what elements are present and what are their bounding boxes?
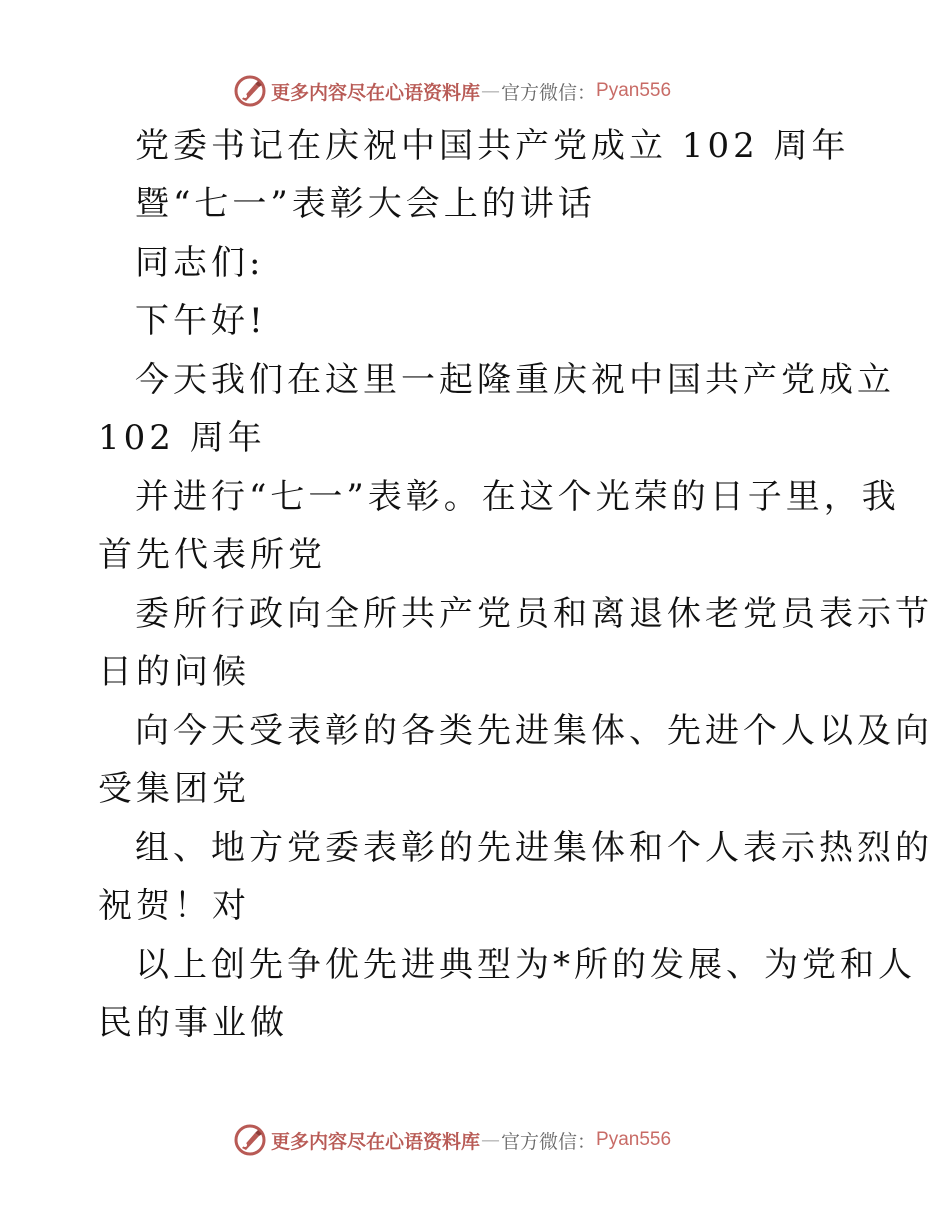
paragraph-line: 并进行“七一”表彰。在这个光荣的日子里，我 (135, 477, 900, 517)
paragraph-line: 以上创先争优先进典型为*所的发展、为党和人 (135, 945, 916, 985)
paragraph-line: 102 周年 (98, 418, 266, 458)
paragraph-line: 向今天受表彰的各类先进集体、先进个人以及向 (135, 711, 933, 751)
footer-watermark (233, 1122, 671, 1158)
paragraph-line: 祝贺！对 (98, 886, 250, 926)
paragraph-line: 组、地方党委表彰的先进集体和个人表示热烈的 (135, 828, 933, 868)
watermark-dash: — (481, 80, 501, 102)
salutation: 同志们: (135, 243, 265, 283)
header-watermark (233, 73, 671, 109)
watermark-wechat-id: Pyan556 (596, 80, 672, 101)
watermark-official-label: 官方微信： (501, 81, 597, 104)
paragraph-line: 民的事业做 (98, 1003, 288, 1043)
watermark-main-text: 更多内容尽在心语资料库 (271, 81, 481, 104)
paragraph-line: 委所行政向全所共产党员和离退休老党员表示节 (135, 594, 933, 634)
paragraph-line: 今天我们在这里一起隆重庆祝中国共产党成立 (135, 360, 895, 400)
watermark-dash: — (481, 1129, 501, 1151)
document-title-line-2: 暨“七一”表彰大会上的讲话 (135, 184, 596, 224)
pen-nib-logo-icon (233, 1123, 267, 1157)
pen-nib-logo-icon (233, 74, 267, 108)
document-title-line-1: 党委书记在庆祝中国共产党成立 102 周年 (135, 126, 850, 166)
watermark-wechat-id: Pyan556 (596, 1129, 672, 1150)
paragraph-line: 首先代表所党 (98, 535, 326, 575)
watermark-official-label: 官方微信： (501, 1130, 597, 1153)
paragraph-line: 日的问候 (98, 652, 250, 692)
paragraph-line: 受集团党 (98, 769, 250, 809)
greeting: 下午好! (135, 301, 267, 341)
watermark-main-text: 更多内容尽在心语资料库 (271, 1130, 481, 1153)
